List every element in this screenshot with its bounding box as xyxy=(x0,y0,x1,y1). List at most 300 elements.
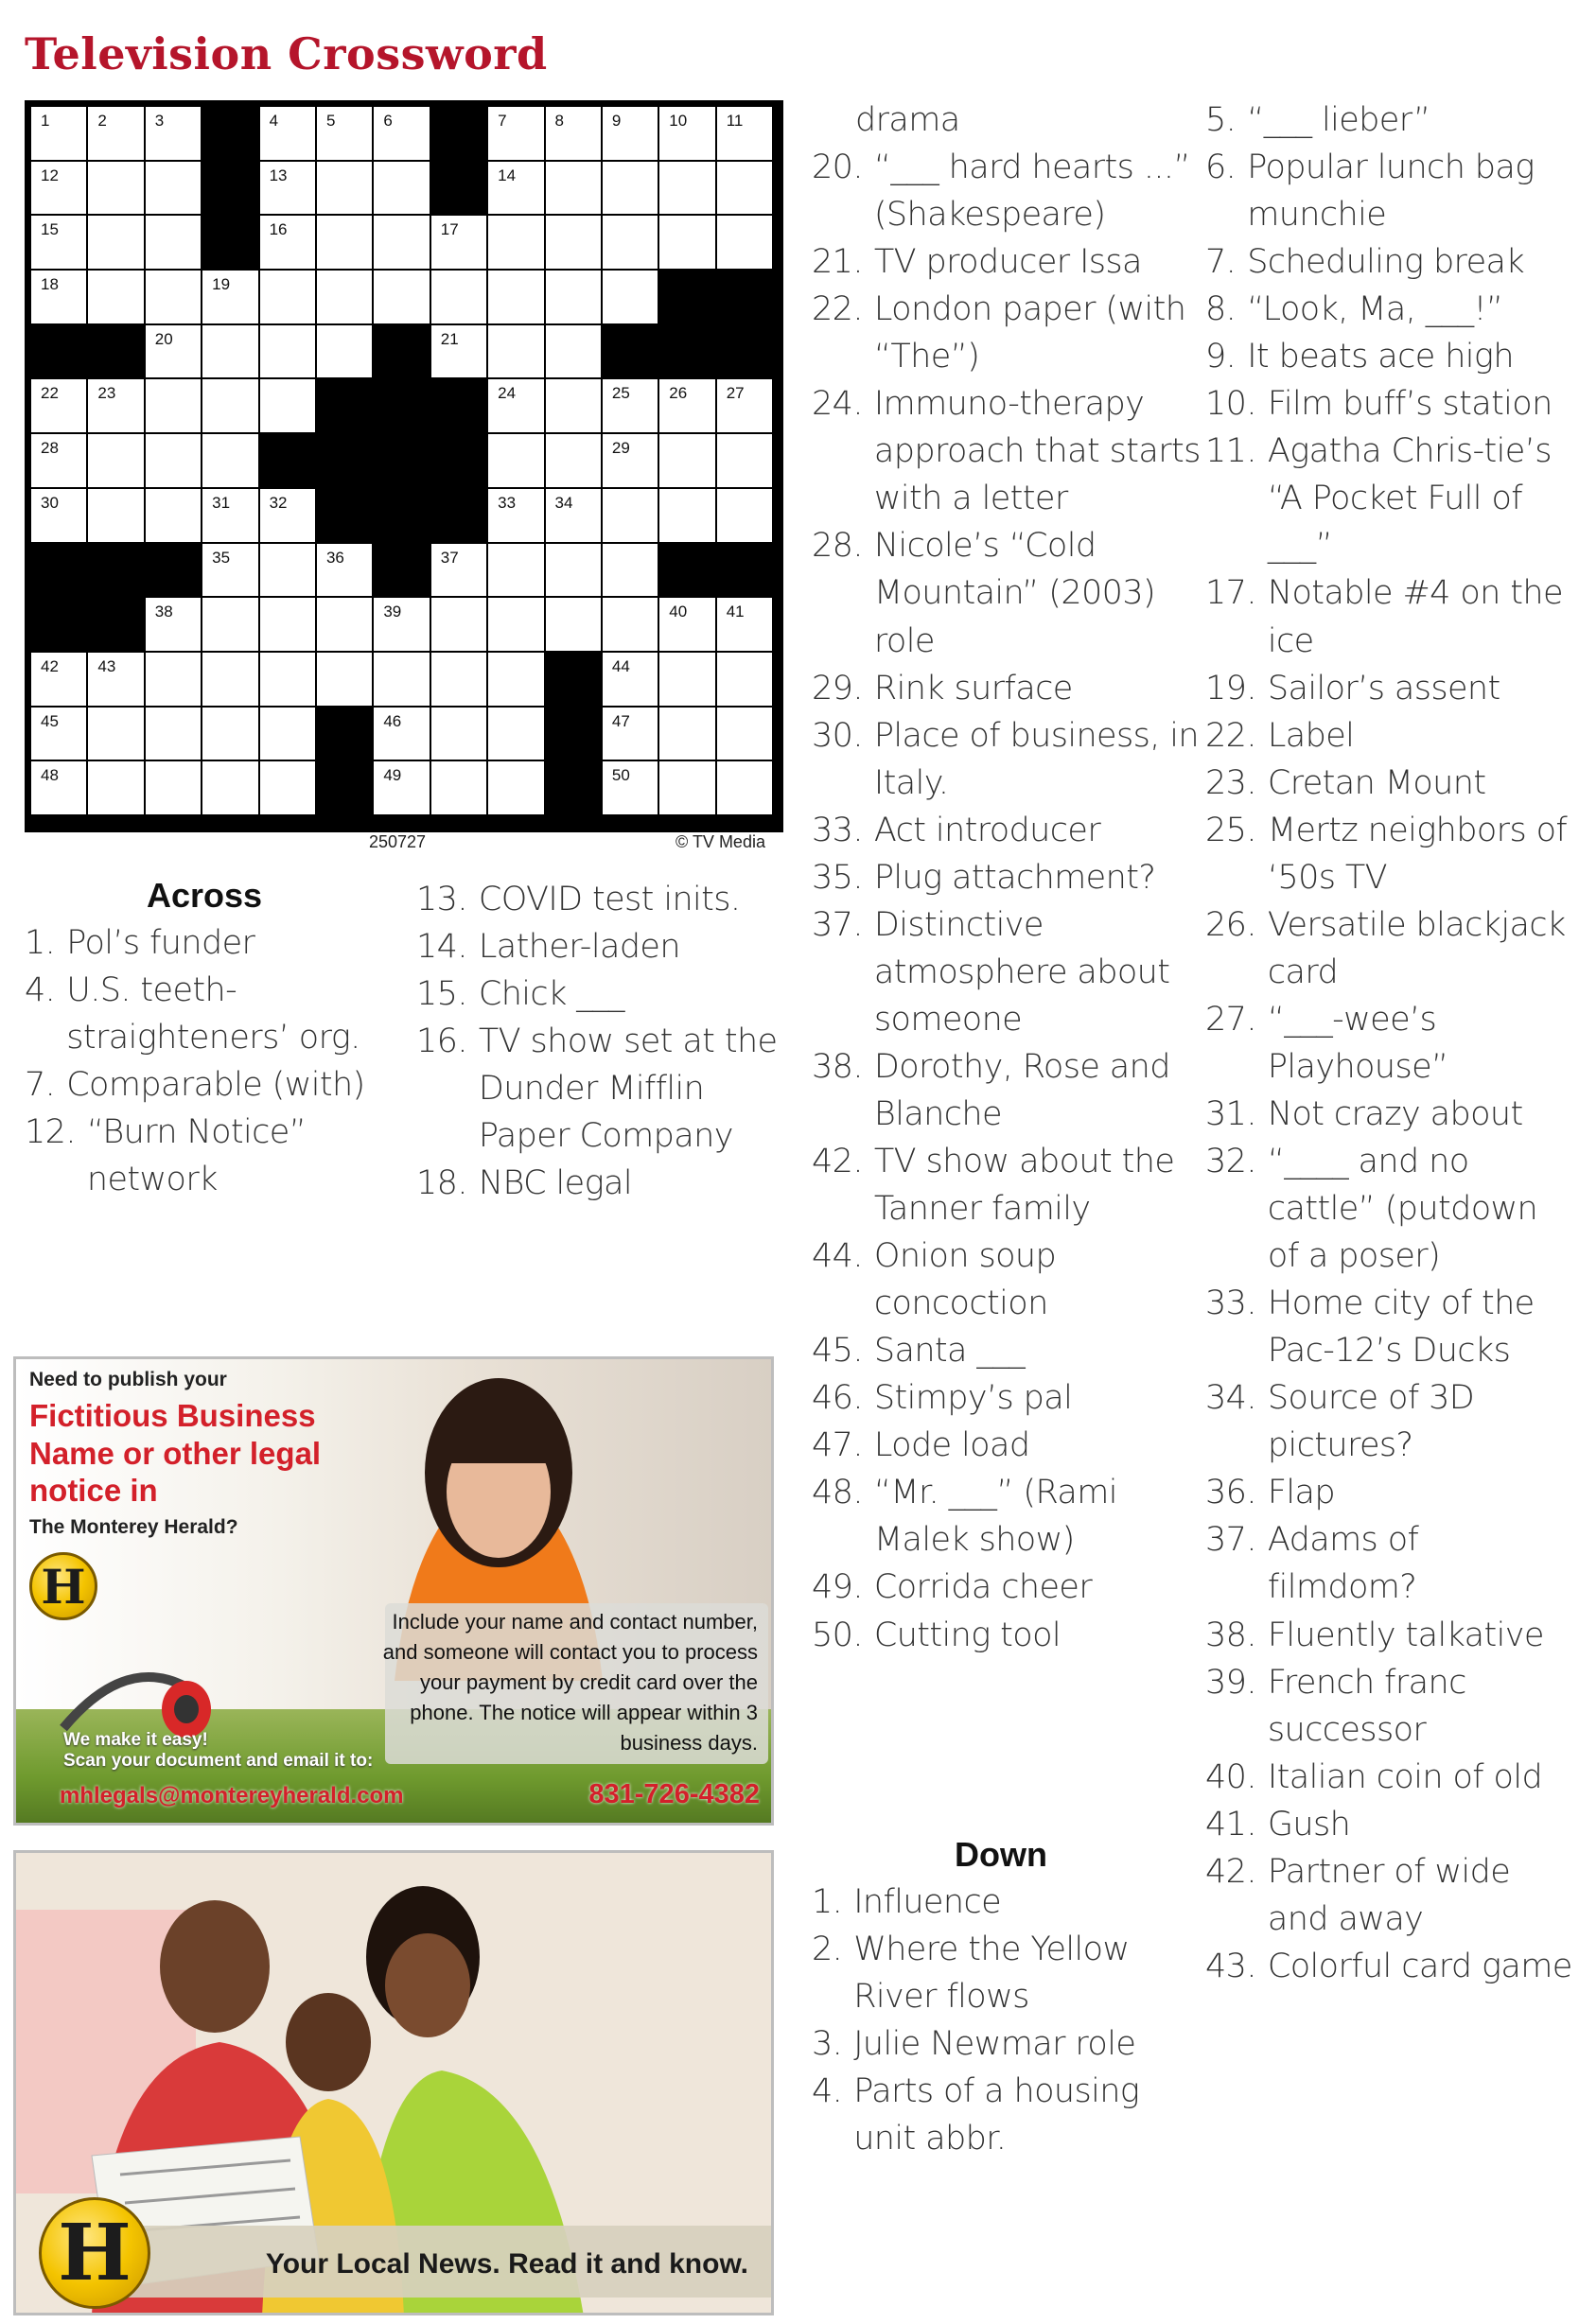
grid-square[interactable] xyxy=(373,161,430,216)
ad-info-text: Include your name and contact number, and someone will contact you to process your payment by credit card over the phone. The notice will appear within 3 business days. xyxy=(382,1610,758,1755)
grid-square[interactable] xyxy=(30,652,87,707)
grid-square[interactable] xyxy=(87,270,144,324)
clue-item xyxy=(416,970,785,1018)
grid-square[interactable] xyxy=(316,597,373,652)
grid-square[interactable] xyxy=(87,378,144,433)
grid-square[interactable] xyxy=(316,270,373,324)
clue-text: Source of 3D pictures? xyxy=(1267,1379,1475,1465)
grid-square[interactable] xyxy=(716,707,773,761)
grid-square[interactable] xyxy=(202,270,258,324)
ad-email-link[interactable]: mhlegals@montereyherald.com xyxy=(60,1783,404,1809)
grid-square[interactable] xyxy=(259,270,316,324)
grid-square[interactable] xyxy=(602,488,658,543)
clue-item xyxy=(812,712,1209,807)
grid-square[interactable] xyxy=(545,488,602,543)
clue-number: 28. xyxy=(812,527,863,566)
legal-notice-ad[interactable] xyxy=(13,1356,774,1826)
grid-square[interactable] xyxy=(487,324,544,379)
ad-headline: Fictitious Business Name or other legal notice in xyxy=(29,1398,322,1509)
square-number: 42 xyxy=(41,656,59,675)
clue-item xyxy=(1205,96,1574,144)
grid-square[interactable] xyxy=(202,652,258,707)
grid-square[interactable] xyxy=(145,760,202,815)
clue-number: 11. xyxy=(1205,432,1256,471)
grid-square[interactable] xyxy=(487,652,544,707)
ad-phone-number[interactable]: 831-726-4382 xyxy=(588,1779,760,1809)
black-square xyxy=(430,488,487,543)
grid-square[interactable] xyxy=(602,543,658,598)
clue-text: Julie Newmar role xyxy=(853,2025,1136,2064)
clue-number: 14. xyxy=(416,928,467,967)
black-square xyxy=(316,707,373,761)
grid-square[interactable] xyxy=(316,543,373,598)
clue-text: Italian coin of old xyxy=(1267,1757,1543,1796)
clue-number: 48. xyxy=(812,1474,863,1512)
grid-square[interactable] xyxy=(487,597,544,652)
square-number: 1 xyxy=(41,112,50,130)
clue-item xyxy=(812,238,1209,286)
across-column-2 xyxy=(416,876,785,1207)
grid-square[interactable] xyxy=(87,652,144,707)
clue-number: 29. xyxy=(812,669,863,708)
clue-text: Fluently talkative xyxy=(1267,1616,1544,1654)
clue-number: 37. xyxy=(1205,1521,1256,1560)
clue-text: Adams of filmdom? xyxy=(1267,1521,1419,1607)
grid-square[interactable] xyxy=(373,652,430,707)
clue-text: Where the Yellow River flows xyxy=(853,1931,1130,2017)
grid-square[interactable] xyxy=(30,215,87,270)
square-number: 9 xyxy=(611,112,622,130)
grid-square[interactable] xyxy=(430,543,487,598)
black-square xyxy=(545,652,602,707)
square-number: 17 xyxy=(440,220,459,239)
grid-square[interactable] xyxy=(658,215,715,270)
grid-square[interactable] xyxy=(716,760,773,815)
grid-square[interactable] xyxy=(259,543,316,598)
grid-square[interactable] xyxy=(658,760,715,815)
clue-item xyxy=(416,1018,785,1160)
grid-square[interactable] xyxy=(373,707,430,761)
clue-item xyxy=(1205,712,1574,760)
grid-square[interactable] xyxy=(202,378,258,433)
grid-square[interactable] xyxy=(430,270,487,324)
grid-square[interactable] xyxy=(430,760,487,815)
clue-number: 42. xyxy=(1205,1852,1256,1891)
grid-square[interactable] xyxy=(602,106,658,161)
clue-item xyxy=(25,1061,403,1109)
clue-text: Gush xyxy=(1267,1805,1351,1843)
clue-number: 4. xyxy=(812,2072,843,2111)
clue-number: 47. xyxy=(812,1426,863,1465)
grid-square[interactable] xyxy=(87,161,144,216)
clue-number: 1. xyxy=(812,1883,843,1921)
square-number: 47 xyxy=(611,711,630,730)
grid-square[interactable] xyxy=(602,161,658,216)
grid-square[interactable] xyxy=(658,707,715,761)
clue-text: TV producer Issa xyxy=(873,243,1142,282)
grid-square[interactable] xyxy=(716,215,773,270)
square-number: 30 xyxy=(41,493,59,512)
clue-number: 40. xyxy=(1205,1757,1256,1796)
black-square xyxy=(430,161,487,216)
grid-square[interactable] xyxy=(30,488,87,543)
across-column-3 xyxy=(812,96,1209,1659)
black-square xyxy=(602,324,658,379)
grid-square[interactable] xyxy=(202,488,258,543)
grid-square[interactable] xyxy=(602,433,658,488)
black-square xyxy=(316,488,373,543)
grid-square[interactable] xyxy=(373,760,430,815)
grid-square[interactable] xyxy=(430,324,487,379)
clue-item xyxy=(812,380,1209,522)
grid-square[interactable] xyxy=(487,760,544,815)
grid-square[interactable] xyxy=(487,215,544,270)
grid-square[interactable] xyxy=(316,324,373,379)
square-number: 39 xyxy=(383,603,402,621)
grid-square[interactable] xyxy=(30,270,87,324)
clue-item xyxy=(1205,428,1574,569)
clue-item xyxy=(1205,1754,1574,1801)
square-number: 27 xyxy=(726,384,745,403)
grid-square[interactable] xyxy=(30,106,87,161)
grid-square[interactable] xyxy=(487,433,544,488)
clue-item xyxy=(812,1612,1209,1659)
grid-square[interactable] xyxy=(545,270,602,324)
grid-square[interactable] xyxy=(545,378,602,433)
clue-text: TV show set at the Dunder Mifflin Paper Company xyxy=(478,1022,778,1156)
grid-square[interactable] xyxy=(87,707,144,761)
page-title: Television Crossword xyxy=(25,28,548,79)
clue-item xyxy=(1205,665,1574,712)
grid-square[interactable] xyxy=(602,597,658,652)
grid-square[interactable] xyxy=(373,215,430,270)
clue-item xyxy=(1205,1374,1574,1469)
clue-text: Sailor’s assent xyxy=(1267,669,1500,708)
ad-easy-line-1: We make it easy! xyxy=(63,1730,208,1750)
grid-square[interactable] xyxy=(658,433,715,488)
grid-square[interactable] xyxy=(259,597,316,652)
grid-square[interactable] xyxy=(373,270,430,324)
grid-square[interactable] xyxy=(602,270,658,324)
clue-item xyxy=(812,1327,1209,1374)
clue-item xyxy=(1205,1516,1574,1611)
clue-text: Stimpy’s pal xyxy=(873,1379,1073,1418)
grid-square[interactable] xyxy=(716,652,773,707)
grid-square[interactable] xyxy=(145,433,202,488)
grid-square[interactable] xyxy=(259,378,316,433)
square-number: 24 xyxy=(498,384,517,403)
grid-square[interactable] xyxy=(316,106,373,161)
black-square xyxy=(658,270,715,324)
black-square xyxy=(259,433,316,488)
square-number: 34 xyxy=(554,493,573,512)
grid-square[interactable] xyxy=(602,215,658,270)
clue-item xyxy=(1205,1091,1574,1138)
grid-square[interactable] xyxy=(373,106,430,161)
clue-item xyxy=(812,854,1209,901)
square-number: 2 xyxy=(97,112,107,130)
clue-item xyxy=(812,144,1209,238)
clue-text: “___ hard hearts ...” (Shakespeare) xyxy=(873,149,1190,235)
square-number: 35 xyxy=(212,548,231,567)
square-number: 43 xyxy=(97,656,116,675)
grid-square[interactable] xyxy=(716,433,773,488)
clue-item xyxy=(1205,1848,1574,1943)
black-square xyxy=(373,488,430,543)
square-number: 25 xyxy=(611,384,630,403)
clue-item xyxy=(812,286,1209,380)
clue-item xyxy=(416,923,785,970)
clue-text: Flap xyxy=(1267,1474,1335,1512)
grid-square[interactable] xyxy=(316,215,373,270)
grid-square[interactable] xyxy=(145,161,202,216)
black-square xyxy=(430,106,487,161)
grid-square[interactable] xyxy=(87,106,144,161)
grid-square[interactable] xyxy=(658,106,715,161)
clue-item xyxy=(812,901,1209,1043)
square-number: 8 xyxy=(554,112,564,130)
clue-text: Pol’s funder xyxy=(66,924,255,962)
grid-square[interactable] xyxy=(545,433,602,488)
grid-square[interactable] xyxy=(87,760,144,815)
clue-item xyxy=(1205,1469,1574,1516)
clue-number: 21. xyxy=(812,243,863,282)
grid-square[interactable] xyxy=(259,652,316,707)
clue-item xyxy=(25,1109,403,1203)
clue-number: 2. xyxy=(812,1931,843,1969)
grid-square[interactable] xyxy=(545,161,602,216)
black-square xyxy=(145,543,202,598)
grid-square[interactable] xyxy=(259,707,316,761)
grid-square[interactable] xyxy=(430,707,487,761)
black-square xyxy=(716,543,773,598)
clue-text: Cutting tool xyxy=(873,1616,1061,1654)
black-square xyxy=(87,597,144,652)
grid-square[interactable] xyxy=(145,324,202,379)
clue-item xyxy=(1205,380,1574,428)
clue-number: 5. xyxy=(1205,101,1237,139)
square-number: 14 xyxy=(498,166,517,184)
grid-square[interactable] xyxy=(487,543,544,598)
grid-square[interactable] xyxy=(373,597,430,652)
clue-item xyxy=(1205,1138,1574,1280)
clue-number: 18. xyxy=(416,1164,467,1203)
clue-number: 19. xyxy=(1205,669,1256,708)
grid-square[interactable] xyxy=(545,324,602,379)
black-square xyxy=(658,543,715,598)
square-number: 15 xyxy=(41,220,59,239)
grid-square[interactable] xyxy=(716,378,773,433)
clue-number: 9. xyxy=(1205,338,1237,376)
grid-square[interactable] xyxy=(658,488,715,543)
grid-square[interactable] xyxy=(145,106,202,161)
grid-square[interactable] xyxy=(545,215,602,270)
clue-text: French franc successor xyxy=(1267,1663,1466,1749)
ad-easy-text xyxy=(63,1730,373,1773)
grid-square[interactable] xyxy=(87,215,144,270)
grid-square[interactable] xyxy=(487,488,544,543)
square-number: 5 xyxy=(325,112,336,130)
clue-item xyxy=(812,2020,1209,2068)
black-square xyxy=(430,378,487,433)
grid-square[interactable] xyxy=(145,215,202,270)
clue-number: 15. xyxy=(416,975,467,1014)
clue-number: 42. xyxy=(812,1143,863,1181)
clue-text: Home city of the Pac-12’s Ducks xyxy=(1267,1284,1535,1371)
grid-square[interactable] xyxy=(202,324,258,379)
ad-slogan: Your Local News. Read it and know. xyxy=(265,2248,748,2280)
clue-number: 16. xyxy=(416,1022,467,1061)
grid-square[interactable] xyxy=(30,161,87,216)
black-square xyxy=(202,215,258,270)
grid-square[interactable] xyxy=(145,652,202,707)
clue-number: 23. xyxy=(1205,763,1256,802)
clue-number: 38. xyxy=(1205,1616,1256,1654)
grid-square[interactable] xyxy=(716,597,773,652)
clue-text: Dorothy, Rose and Blanche xyxy=(873,1047,1170,1133)
clue-text: Nicole’s “Cold Mountain” (2003) role xyxy=(873,527,1156,660)
grid-square[interactable] xyxy=(202,543,258,598)
grid-square[interactable] xyxy=(316,652,373,707)
grid-square[interactable] xyxy=(487,270,544,324)
square-number: 48 xyxy=(41,766,59,785)
clue-text: Film buff’s station xyxy=(1267,385,1553,424)
grid-square[interactable] xyxy=(30,707,87,761)
down-column-1 xyxy=(812,1835,1209,2162)
local-news-ad[interactable] xyxy=(13,1850,774,2315)
grid-square[interactable] xyxy=(202,597,258,652)
grid-square[interactable] xyxy=(202,760,258,815)
clue-text: Plug attachment? xyxy=(873,858,1156,897)
square-number: 4 xyxy=(269,112,279,130)
square-number: 13 xyxy=(269,166,288,184)
grid-square[interactable] xyxy=(30,433,87,488)
grid-square[interactable] xyxy=(145,270,202,324)
grid-square[interactable] xyxy=(202,433,258,488)
clue-item xyxy=(1205,238,1574,286)
square-number: 23 xyxy=(97,384,116,403)
grid-square[interactable] xyxy=(487,106,544,161)
grid-square[interactable] xyxy=(545,597,602,652)
grid-square[interactable] xyxy=(658,597,715,652)
clue-number: 8. xyxy=(1205,290,1237,329)
square-number: 44 xyxy=(611,656,630,675)
black-square xyxy=(87,324,144,379)
clue-number: 50. xyxy=(812,1616,863,1654)
grid-square[interactable] xyxy=(145,707,202,761)
grid-square[interactable] xyxy=(487,378,544,433)
black-square xyxy=(658,324,715,379)
grid-square[interactable] xyxy=(716,488,773,543)
square-number: 31 xyxy=(212,493,231,512)
grid-square[interactable] xyxy=(145,597,202,652)
clue-number: 43. xyxy=(1205,1947,1256,1985)
square-number: 49 xyxy=(383,766,402,785)
black-square xyxy=(716,324,773,379)
clue-number: 45. xyxy=(812,1332,863,1371)
grid-square[interactable] xyxy=(545,543,602,598)
grid-square[interactable] xyxy=(259,106,316,161)
copyright: © TV Media xyxy=(675,832,765,851)
square-number: 45 xyxy=(41,711,59,730)
grid-square[interactable] xyxy=(602,652,658,707)
grid-square[interactable] xyxy=(716,106,773,161)
clue-item xyxy=(416,1160,785,1207)
grid-square[interactable] xyxy=(602,707,658,761)
clue-item xyxy=(812,1043,1209,1138)
clue-item xyxy=(1205,333,1574,380)
grid-square[interactable] xyxy=(430,597,487,652)
black-square xyxy=(373,324,430,379)
grid-square[interactable] xyxy=(145,488,202,543)
grid-square[interactable] xyxy=(259,760,316,815)
clue-number: 38. xyxy=(812,1047,863,1086)
clue-text: Not crazy about xyxy=(1267,1094,1523,1133)
clue-text: NBC legal xyxy=(478,1164,632,1203)
grid-cells xyxy=(30,106,773,815)
clue-item xyxy=(1205,569,1574,664)
clue-number: 1. xyxy=(25,924,56,962)
grid-square[interactable] xyxy=(658,378,715,433)
square-number: 36 xyxy=(325,548,344,567)
grid-square[interactable] xyxy=(658,652,715,707)
grid-square[interactable] xyxy=(716,161,773,216)
square-number: 40 xyxy=(669,603,688,621)
grid-square[interactable] xyxy=(145,378,202,433)
grid-square[interactable] xyxy=(259,324,316,379)
clue-number: 7. xyxy=(1205,243,1237,282)
black-square xyxy=(545,707,602,761)
clue-item xyxy=(1205,1612,1574,1659)
clue-number: 4. xyxy=(25,971,56,1010)
grid-square[interactable] xyxy=(602,760,658,815)
grid-square[interactable] xyxy=(202,707,258,761)
grid-square[interactable] xyxy=(487,161,544,216)
grid-square[interactable] xyxy=(602,378,658,433)
clue-item xyxy=(1205,144,1574,238)
puzzle-code: 250727 xyxy=(369,832,427,851)
grid-square[interactable] xyxy=(87,488,144,543)
grid-square[interactable] xyxy=(430,215,487,270)
clue-text: Corrida cheer xyxy=(873,1568,1093,1607)
clue-text: “____ and no cattle” (putdown of a poser) xyxy=(1267,1143,1538,1276)
clue-number: 12. xyxy=(25,1113,76,1152)
clue-number: 20. xyxy=(812,149,863,187)
grid-square[interactable] xyxy=(259,488,316,543)
clue-item xyxy=(1205,1280,1574,1374)
clue-text: Partner of wide and away xyxy=(1267,1852,1511,1938)
clue-item xyxy=(812,807,1209,854)
grid-square[interactable] xyxy=(316,161,373,216)
clue-text: Popular lunch bag munchie xyxy=(1247,149,1535,235)
clue-text: It beats ace high xyxy=(1247,338,1514,376)
grid-square[interactable] xyxy=(545,106,602,161)
grid-square[interactable] xyxy=(30,378,87,433)
grid-square[interactable] xyxy=(30,760,87,815)
grid-square[interactable] xyxy=(658,161,715,216)
grid-square[interactable] xyxy=(487,707,544,761)
clue-number: 24. xyxy=(812,385,863,424)
clue-item xyxy=(25,967,403,1061)
grid-square[interactable] xyxy=(259,161,316,216)
clue-item xyxy=(812,665,1209,712)
clue-number: 36. xyxy=(1205,1474,1256,1512)
grid-square[interactable] xyxy=(430,652,487,707)
down-heading: Down xyxy=(955,1835,1047,1874)
grid-square[interactable] xyxy=(87,433,144,488)
grid-square[interactable] xyxy=(259,215,316,270)
black-square xyxy=(202,106,258,161)
